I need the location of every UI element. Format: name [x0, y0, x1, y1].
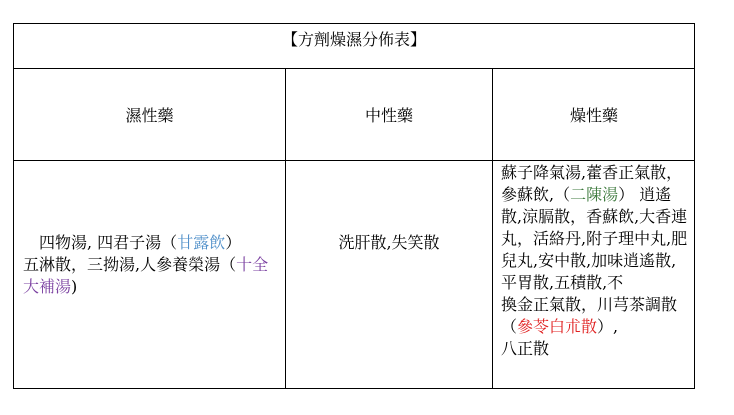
table-title: 【方劑燥濕分佈表】 [281, 30, 426, 49]
dry-highlight-green: 二陳湯 [570, 185, 619, 204]
wet-line2-text: 五淋散，三拗湯,人參養榮湯（ [23, 255, 237, 274]
dry-line1-suffix: ） [618, 185, 635, 204]
dry-line2-text: 逍遙散,涼膈散，香蘇飲,大香連丸，活絡丹,附子理中丸,肥兒丸,安中散,加味逍遙散,平胃散,五積散,不 [501, 185, 688, 292]
dry-line4-text: 八正散 [501, 339, 550, 358]
wet-line1-text: 四物湯, 四君子湯（ [23, 233, 178, 252]
dry-line3-suffix: ）, [597, 317, 619, 336]
wet-line1-suffix: ） [225, 233, 242, 252]
cell-dry [493, 161, 695, 388]
cell-wet [14, 161, 285, 388]
wet-line2-suffix: ) [71, 277, 78, 296]
cell-neutral [286, 161, 492, 388]
neutral-formulas: 洗肝散,失笑散 [338, 233, 440, 252]
dry-formulas [501, 162, 691, 360]
wet-highlight-purple: 十全大補湯 [23, 255, 269, 296]
dry-line1-text: 蘇子降氣湯,藿香正氣散，參蘇飲,（ [501, 163, 683, 204]
header-dry: 燥性藥 [569, 106, 618, 125]
header-neutral: 中性藥 [364, 106, 413, 125]
wet-formulas [23, 232, 279, 298]
header-wet: 濕性藥 [125, 106, 174, 125]
dry-line3-text: 換金正氣散，川芎茶調散（ [501, 295, 678, 336]
table-title-row [14, 24, 694, 69]
dry-highlight-red: 參苓白朮散 [517, 317, 598, 336]
wet-highlight-blue: 甘露飲 [177, 233, 226, 252]
formula-table [13, 23, 695, 389]
